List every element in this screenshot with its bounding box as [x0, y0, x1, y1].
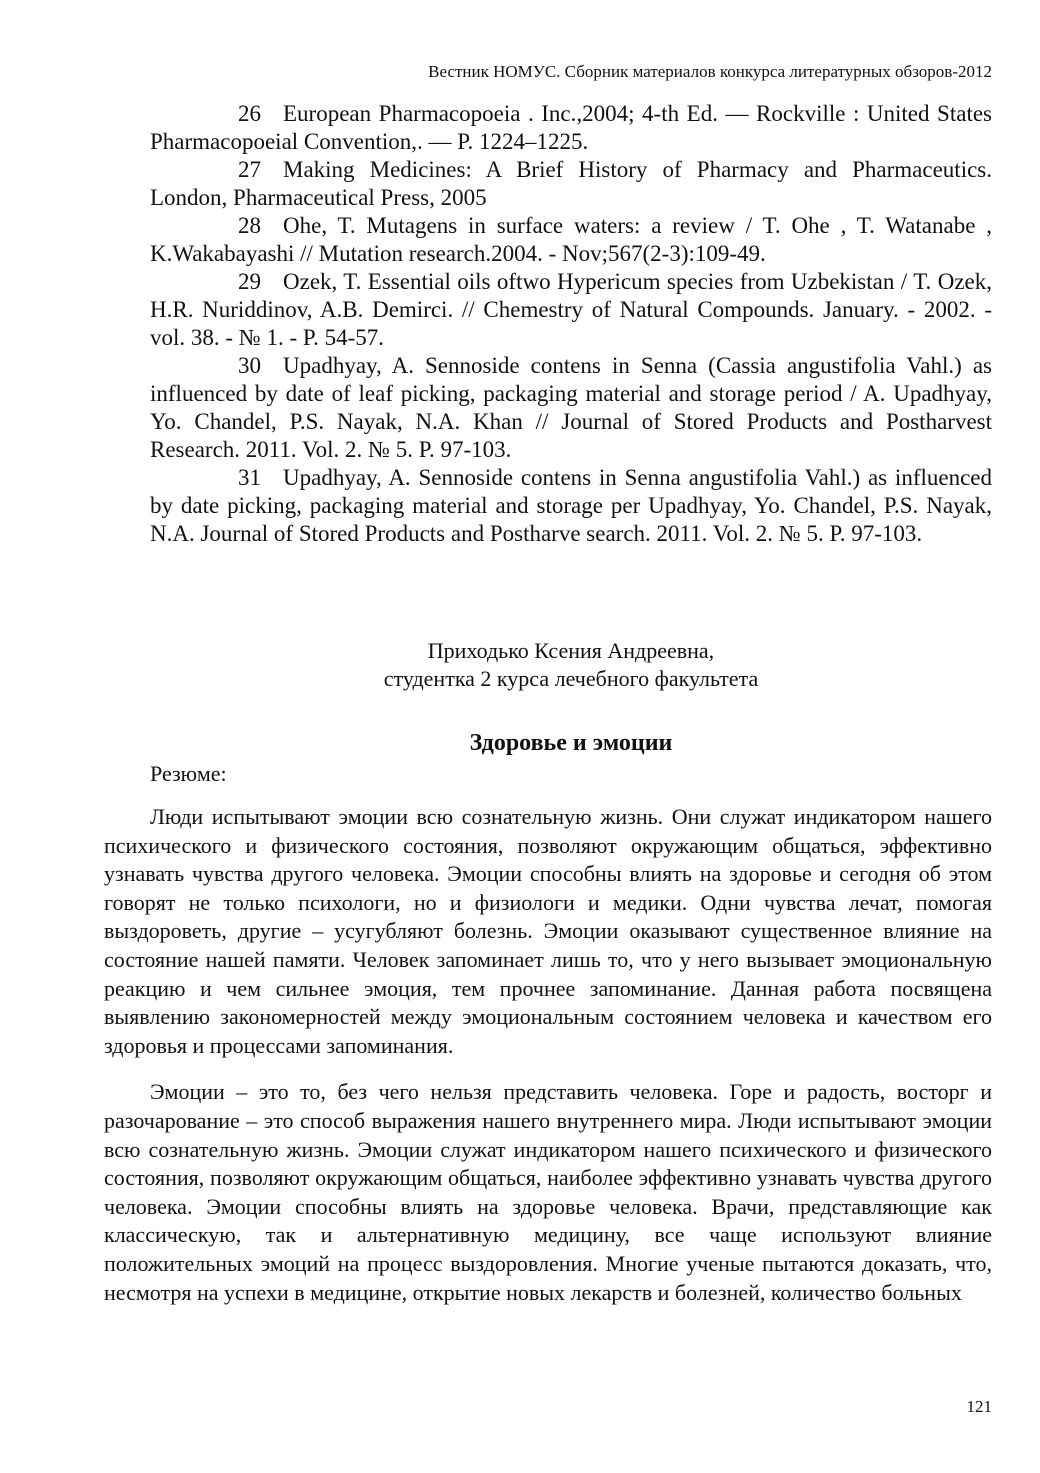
reference-number: 26 — [238, 101, 261, 126]
author-name: Приходько Ксения Андреевна, — [427, 638, 715, 663]
reference-text: Making Medicines: A Brief History of Pharmacy and Pharmaceutics. London, Pharmaceutical Press, 2005 — [150, 157, 992, 210]
body-paragraph: Люди испытывают эмоции всю сознательную жизнь. Они служат индикатором нашего психического и физического состояния, позволяют окружающим общаться, эффективно узнавать чувства другого человека. Эмоции способны влиять на здоровье и сегодня об этом говорят не только психологи, но и физиологи и медики. Одни чувства лечат, помогая выздороветь, другие – усугубляют болезнь. Эмоции оказывают существенное влияние на состояние нашей памяти. Человек запоминает лишь то, что у него вызывает эмоциональную реакцию и чем сильнее эмоция, тем прочнее запоминание. Данная работа посвящена выявлению закономерностей между эмоциональным состоянием человека и качеством его здоровья и процессами запоминания. — [104, 804, 992, 1058]
author-block — [150, 637, 992, 693]
reference-number: 31 — [238, 465, 261, 490]
reference-item — [150, 352, 992, 464]
reference-text: Ohe, T. Mutagens in surface waters: a review / T. Ohe , T. Watanabe , K.Wakabayashi // Mutation research.2004. - Nov;567(2-3):109-49. — [150, 213, 992, 266]
reference-number: 28 — [238, 213, 261, 238]
reference-number: 30 — [238, 353, 261, 378]
reference-item — [150, 464, 992, 548]
reference-item — [150, 268, 992, 352]
reference-text: European Pharmacopoeia . Inc.,2004; 4-th Ed. — Rockville : United States Pharmacopoeial Convention,. — P. 1224–1225. — [150, 101, 992, 154]
reference-text: Upadhyay, A. Sennoside contens in Senna angustifolia Vahl.) as influenced by date picking, packaging material and storage per Upadhyay, Yo. Chandel, P.S. Nayak, N.A. Journal of Stored Products and Postharve search. 2011. Vol. 2. № 5. P. 97-103. — [150, 465, 992, 546]
reference-text: Ozek, T. Essential oils oftwo Hypericum species from Uzbekistan / T. Ozek, H.R. Nuriddinov, A.B. Demirci. // Chemestry of Natural Compounds. January. - 2002. - vol. 38. - № 1. - P. 54-57. — [150, 269, 992, 350]
reference-list — [150, 100, 992, 548]
reference-item — [150, 212, 992, 268]
reference-item — [150, 100, 992, 156]
reference-number: 29 — [238, 269, 261, 294]
page-number: 121 — [966, 1397, 992, 1416]
reference-text: Upadhyay, A. Sennoside contens in Senna (Cassia angustifolia Vahl.) as influenced by date of leaf picking, packaging material and storage period / A. Upadhyay, Yo. Chandel, P.S. Nayak, N.A. Khan // Journal of Stored Products and Postharvest Research. 2011. Vol. 2. № 5. P. 97-103. — [150, 353, 992, 462]
body-paragraph: Эмоции – это то, без чего нельзя представить человека. Горе и радость, восторг и разочарование – это способ выражения нашего внутреннего мира. Люди испытывают эмоции всю сознательную жизнь. Эмоции служат индикатором нашего психического и физического состояния, позволяют окружающим общаться, наиболее эффективно узнавать чувства другого человека. Эмоции способны влиять на здоровье человека. Врачи, представляющие как классическую, так и альтернативную медицину, все чаще используют влияние положительных эмоций на процесс выздоровления. Многие ученые пытаются доказать, что, несмотря на успехи в медицине, открытие новых лекарств и болезней, количество больных — [104, 1079, 992, 1305]
author-affiliation: студентка 2 курса лечебного факультета — [383, 666, 759, 691]
reference-number: 27 — [238, 157, 261, 182]
article-body — [104, 803, 992, 1307]
running-header: Вестник НОМУС. Сборник материалов конкурса литературных обзоров-2012 — [428, 62, 992, 81]
resume-label: Резюме: — [150, 761, 227, 786]
article-title: Здоровье и эмоции — [469, 730, 673, 756]
reference-item — [150, 156, 992, 212]
